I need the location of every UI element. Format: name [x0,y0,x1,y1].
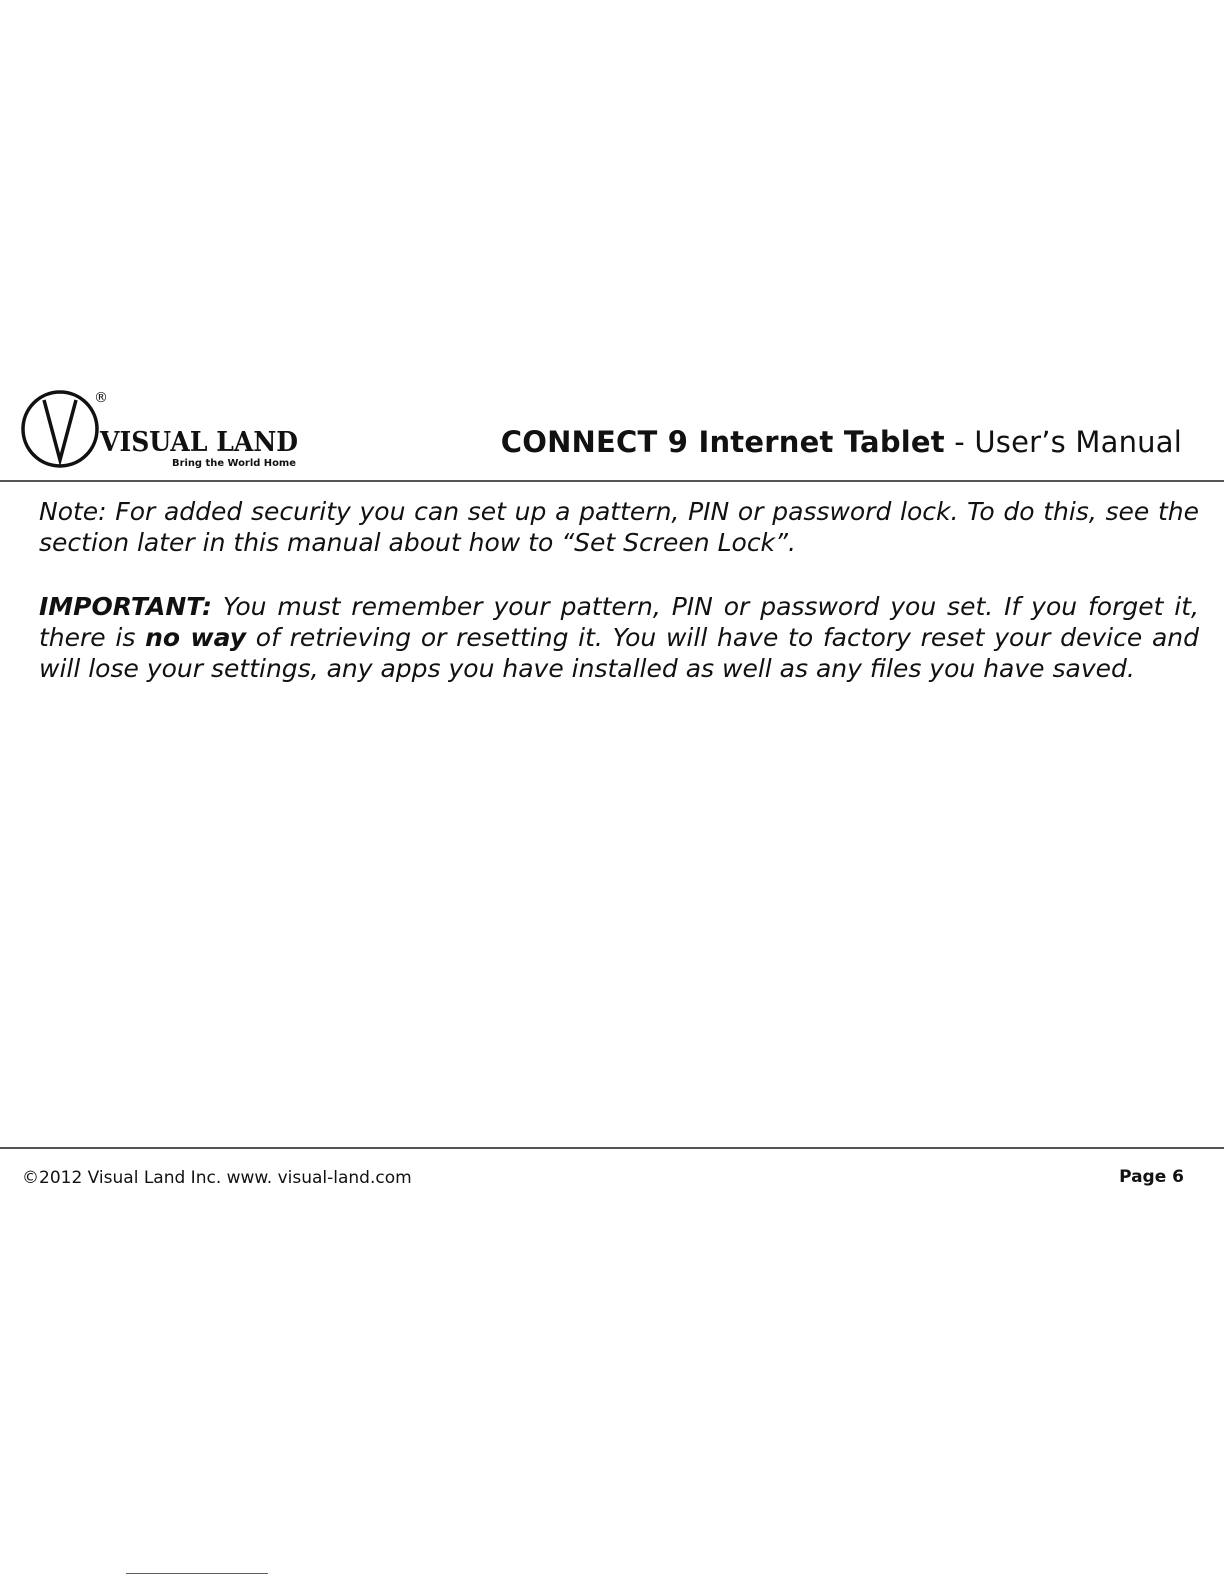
document-title-product: CONNECT 9 Internet Tablet [500,425,945,459]
header-divider [0,480,1224,482]
footer-copyright: ©2012 Visual Land Inc. www. visual-land.com [22,1168,412,1188]
document-title [501,424,1182,460]
visual-land-logo [20,386,310,472]
important-text-part-1: You must remember your pattern, PIN or password you set. If you forget it, there is [39,592,1199,652]
important-text-part-2: of retrieving or resetting it. You will have to factory reset your device and will lose your settings, any apps you have installed as well as any files you have saved. [39,623,1200,683]
note-paragraph: Note: For added security you can set up a pattern, PIN or password lock. To do this, see the section later in this manual about how to “Set Screen Lock”. [39,497,1199,557]
document-title-suffix: - User’s Manual [944,425,1182,459]
footer-divider [0,1147,1224,1149]
registered-mark: ® [94,390,108,406]
important-label: IMPORTANT: [39,592,212,621]
logo-brand-name: VISUAL LAND [99,427,298,458]
page-number: Page 6 [1119,1167,1184,1187]
link-underline [126,1573,268,1574]
important-paragraph [39,591,1199,684]
logo-tagline: Bring the World Home [172,458,297,469]
important-emphasis: no way [145,623,247,652]
